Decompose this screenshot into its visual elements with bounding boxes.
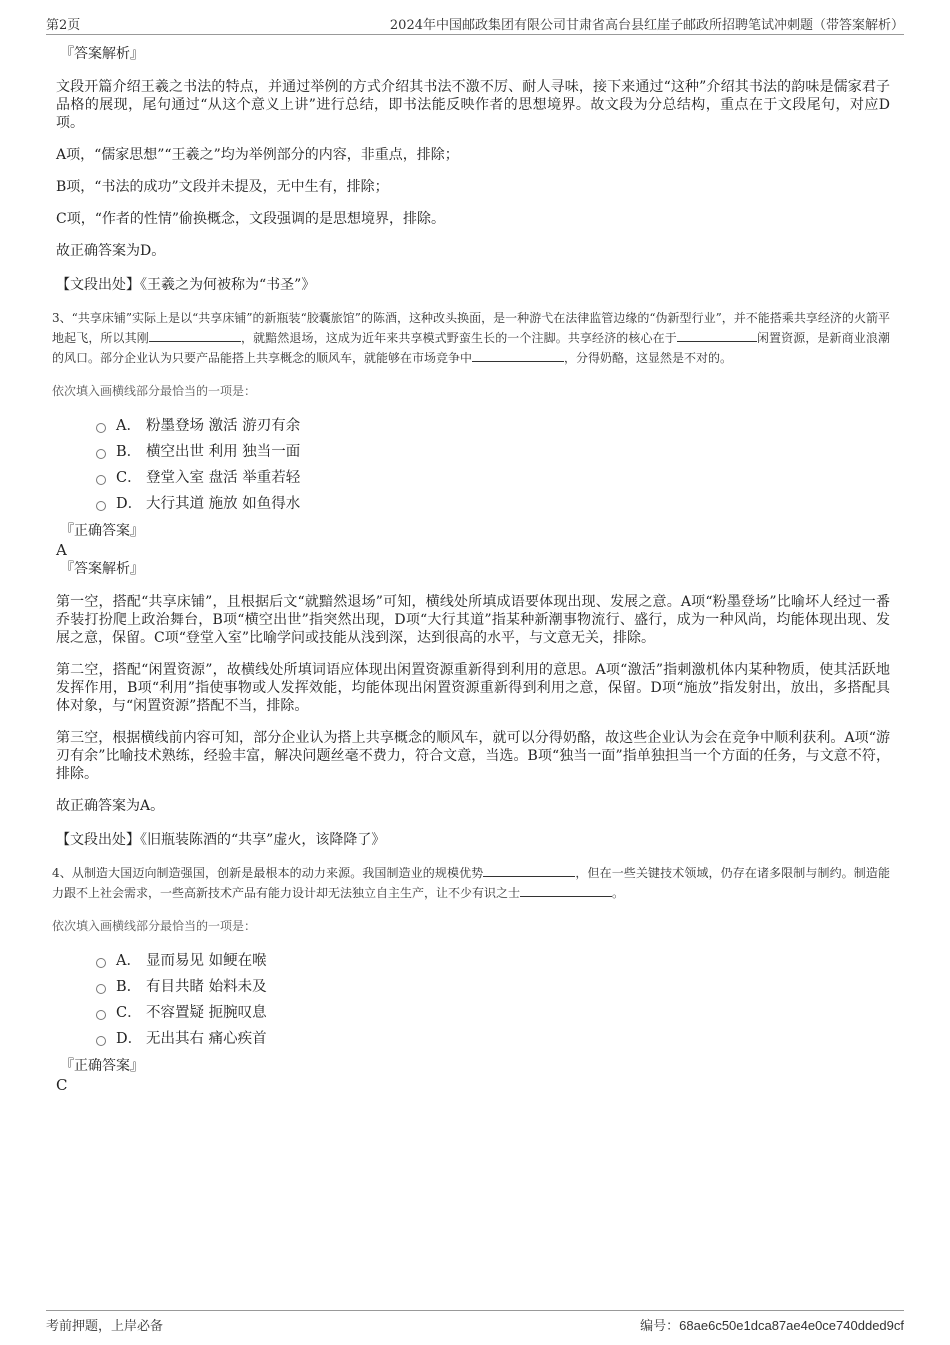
option-b[interactable]: B． 有目共睹 始料未及 [96,974,890,1000]
analysis-label: 『答案解析』 [60,561,144,577]
document-title: 2024年中国邮政集团有限公司甘肃省高台县红崖子邮政所招聘笔试冲刺题（带答案解析） [389,18,904,33]
blank-line [677,329,757,342]
radio-icon[interactable] [96,958,106,968]
question-3-stem: 3、“共享床铺”实际上是以“共享床铺”的新瓶装“胶囊旅馆”的陈酒，这种改头换面，是一种游弋在法律监管边缘的“伪新型行业”，并不能搭乘共享经济的火箭平地起飞，所以其刚 ，就黯然退场，这成为近年来共享模式野蛮生长的一个注脚。共享经济的核心在于 闲置资源，是新商业浪潮的风口。部分企业认为只要产品能搭上共享概念的顺风车，就能够在市场竞争中 ，分得奶酪，这显然是不对的。 [52,311,890,365]
correct-answer-label: 『正确答案』 [60,1058,144,1074]
document-code: 编号：68ae6c50e1dca87ae4e0ce740dded9cf [640,1318,904,1334]
conclusion: 故正确答案为A。 [56,798,165,814]
page-content [52,44,890,1094]
page-number: 第2页 [46,18,81,33]
conclusion: 故正确答案为D。 [56,243,166,259]
radio-icon[interactable] [96,423,106,433]
radio-icon[interactable] [96,475,106,485]
radio-icon[interactable] [96,449,106,459]
analysis-paragraph: A项，“儒家思想”“王羲之”均为举例部分的内容，非重点，排除； [56,147,459,163]
analysis-paragraph: 第三空，根据横线前内容可知，部分企业认为搭上共享概念的顺风车，就可以分得奶酪，故这些企业认为会在竞争中顺利获利。A项“游刃有余”比喻技术熟练，经验丰富，解决问题丝毫不费力，符合文意，当选。B项“独当一面”指单独担当一个方面的任务，与文意不符，排除。 [56,730,890,782]
option-d[interactable]: D． 大行其道 施放 如鱼得水 [96,491,890,517]
analysis-paragraph: B项，“书法的成功”文段并未提及，无中生有，排除； [56,179,389,195]
page-header [46,14,904,35]
option-c[interactable]: C． 登堂入室 盘活 举重若轻 [96,465,890,491]
blank-line [520,884,612,897]
analysis-paragraph: 第一空，搭配“共享床铺”，且根据后文“就黯然退场”可知，横线处所填成语要体现出现、发展之意。A项“粉墨登场”比喻坏人经过一番乔装打扮爬上政治舞台，B项“横空出世”指突然出现，D项“大行其道”指某种新潮事物流行、盛行，成为一种风尚，均能体现出现、发展之意，保留。C项“登堂入室”比喻学问或技能从浅到深，达到很高的水平，与文意无关，排除。 [56,594,890,646]
analysis-paragraph: 第二空，搭配“闲置资源”，故横线处所填词语应体现出闲置资源重新得到利用的意思。A项“激活”指刺激机体内某种物质，使其活跃地发挥作用，B项“利用”指使事物或人发挥效能，均能体现出闲置资源重新得到利用之意，保留。D项“施放”指发射出，放出，多搭配具体对象，与“闲置资源”搭配不当，排除。 [56,662,890,714]
question-4-stem: 4、从制造大国迈向制造强国，创新是最根本的动力来源。我国制造业的规模优势 ，但在一些关键技术领域，仍存在诸多限制与制约。制造能力跟不上社会需求，一些高新技术产品有能力设计却无法独立自主生产，让不少有识之士 。 [52,866,890,900]
blank-line [483,864,575,877]
blank-line [472,349,564,362]
analysis-paragraph: C项，“作者的性情”偷换概念，文段强调的是思想境界，排除。 [56,211,446,227]
radio-icon[interactable] [96,1010,106,1020]
question-hint: 依次填入画横线部分最恰当的一项是： [52,919,257,933]
option-c[interactable]: C． 不容置疑 扼腕叹息 [96,1000,890,1026]
question-3-options [96,413,890,517]
option-d[interactable]: D． 无出其右 痛心疾首 [96,1026,890,1052]
analysis-label: 『答案解析』 [60,46,144,62]
source-citation: 【文段出处】《王羲之为何被称为“书圣”》 [56,277,316,293]
footer-slogan: 考前押题，上岸必备 [46,1319,164,1334]
source-citation: 【文段出处】《旧瓶装陈酒的“共享”虚火，该降降了》 [56,832,386,848]
blank-line [149,329,241,342]
analysis-paragraph: 文段开篇介绍王羲之书法的特点，并通过举例的方式介绍其书法不激不厉、耐人寻味，接下来通过“这种”介绍其书法的韵味是儒家君子品格的展现，尾句通过“从这个意义上讲”进行总结，即书法能反映作者的思想境界。故文段为分总结构，重点在于文段尾句，对应D项。 [56,79,890,131]
radio-icon[interactable] [96,1036,106,1046]
option-a[interactable]: A． 显而易见 如鲠在喉 [96,948,890,974]
correct-answer: C [56,1076,68,1094]
question-hint: 依次填入画横线部分最恰当的一项是： [52,384,257,398]
radio-icon[interactable] [96,501,106,511]
page-footer [46,1310,904,1334]
radio-icon[interactable] [96,984,106,994]
question-4-options [96,948,890,1052]
correct-answer-label: 『正确答案』 [60,523,144,539]
option-a[interactable]: A． 粉墨登场 激活 游刃有余 [96,413,890,439]
correct-answer: A [56,541,67,559]
option-b[interactable]: B． 横空出世 利用 独当一面 [96,439,890,465]
